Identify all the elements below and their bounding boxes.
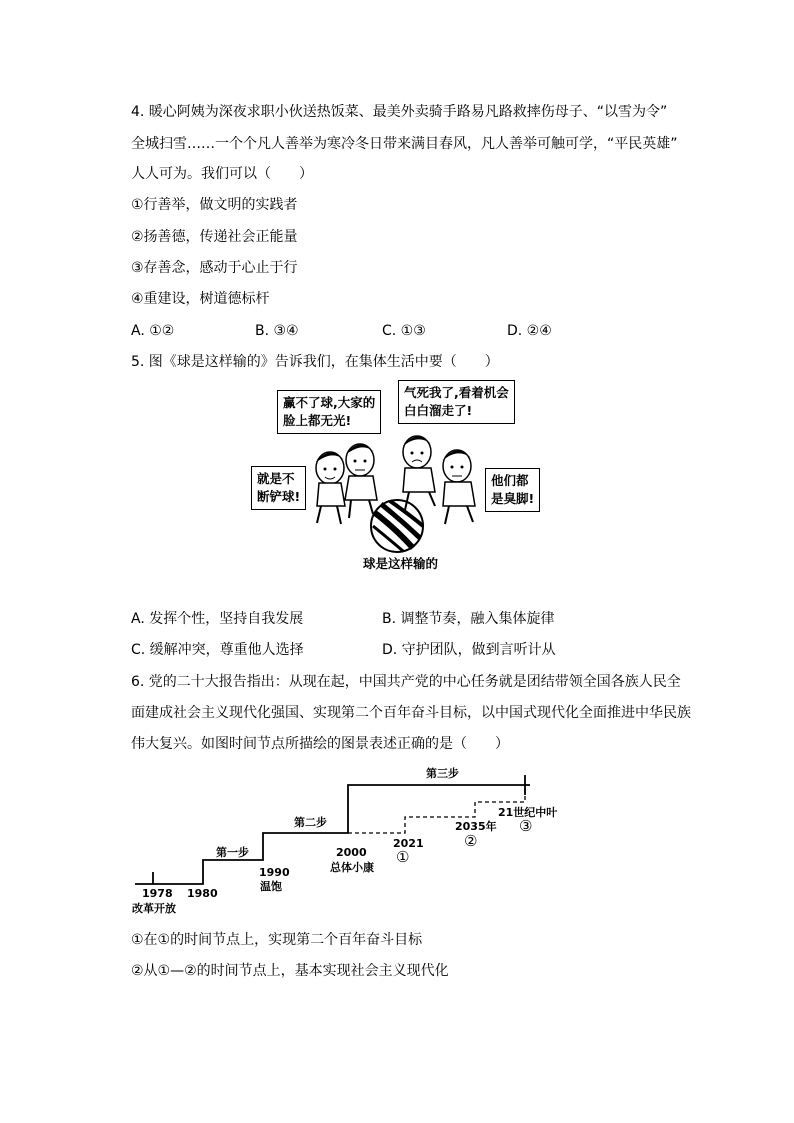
label-step3: 第三步: [426, 767, 459, 780]
q5-option-a[interactable]: A. 发挥个性，坚持自我发展: [131, 611, 304, 627]
label-mid21: 21世纪中叶: [498, 806, 558, 819]
bubble-text: 气死我了,看着机会: [404, 385, 509, 400]
label-reform: 改革开放: [132, 902, 176, 915]
label-1980: 1980: [187, 887, 218, 900]
q6-item-1: ①在①的时间节点上，实现第二个百年奋斗目标: [131, 932, 423, 948]
q4-item-1: ①行善举，做文明的实践者: [131, 197, 298, 213]
bubble-text: 是臭脚!: [491, 491, 535, 506]
label-1978: 1978: [142, 887, 173, 900]
q6-stem-line-1: 6. 党的二十大报告指出：从现在起，中国共产党的中心任务就是团结带领全国各族人民全: [131, 674, 681, 690]
q4-item-4: ④重建设，树道德标杆: [131, 291, 270, 307]
bubble-text: 脸上都无光!: [283, 413, 352, 428]
label-node-1: ①: [396, 848, 410, 866]
q5-option-c[interactable]: C. 缓解冲突，尊重他人选择: [131, 642, 304, 658]
label-2035: 2035年: [455, 820, 497, 833]
q4-stem-line-3: 人人可为。我们可以（ ）: [131, 166, 313, 182]
q5-cartoon: [245, 378, 555, 573]
speech-bubble-left: [251, 466, 306, 510]
speech-bubble-top-left: [277, 390, 381, 434]
cartoon-caption: 球是这样输的: [363, 556, 439, 571]
label-node-2: ②: [464, 832, 478, 850]
label-step1: 第一步: [216, 846, 249, 859]
q4-item-2: ②扬善德，传递社会正能量: [131, 229, 298, 245]
bubble-text: 就是不: [257, 471, 295, 486]
bubble-text: 断铲球!: [257, 489, 301, 504]
q5-stem: 5. 图《球是这样输的》告诉我们，在集体生活中要（ ）: [131, 354, 499, 370]
label-step2: 第二步: [294, 816, 327, 829]
bubble-text: 赢不了球,大家的: [283, 395, 376, 410]
q5-option-b[interactable]: B. 调整节奏，融入集体旋律: [382, 611, 555, 627]
bubble-text: 他们都: [491, 473, 529, 488]
q6-stem-line-2: 面建成社会主义现代化强国、实现第二个百年奋斗目标，以中国式现代化全面推进中华民族: [131, 705, 691, 721]
label-xiaokang: 总体小康: [330, 861, 374, 874]
label-wenbao: 温饱: [260, 880, 282, 893]
development-steps-diagram: [120, 765, 570, 920]
label-1990: 1990: [259, 866, 290, 879]
label-2000: 2000: [336, 846, 367, 859]
q6-stem-line-3: 伟大复兴。如图时间节点所描绘的图景表述正确的是（ ）: [131, 736, 509, 752]
q4-stem-line-1: 4. 暖心阿姨为深夜求职小伙送热饭菜、最美外卖骑手路易凡路救摔伤母子、“以雪为令”: [131, 104, 668, 120]
speech-bubble-top-right: [398, 380, 515, 424]
label-2021: 2021: [393, 837, 424, 850]
q4-option-a[interactable]: A. ①②: [131, 323, 175, 339]
q4-option-d[interactable]: D. ②④: [507, 323, 552, 339]
speech-bubble-right: [485, 468, 540, 512]
q6-item-2: ②从①—②的时间节点上，基本实现社会主义现代化: [131, 963, 449, 979]
q4-option-b[interactable]: B. ③④: [255, 323, 299, 339]
q4-option-c[interactable]: C. ①③: [382, 323, 426, 339]
q4-stem-line-2: 全城扫雪……一个个凡人善举为寒冷冬日带来满目春风，凡人善举可触可学，“平民英雄”: [131, 136, 678, 152]
q5-option-d[interactable]: D. 守护团队，做到言听计从: [382, 642, 556, 658]
bubble-text: 白白溜走了!: [404, 403, 473, 418]
label-node-3: ③: [519, 817, 533, 835]
q4-item-3: ③存善念，感动于心止于行: [131, 260, 298, 276]
